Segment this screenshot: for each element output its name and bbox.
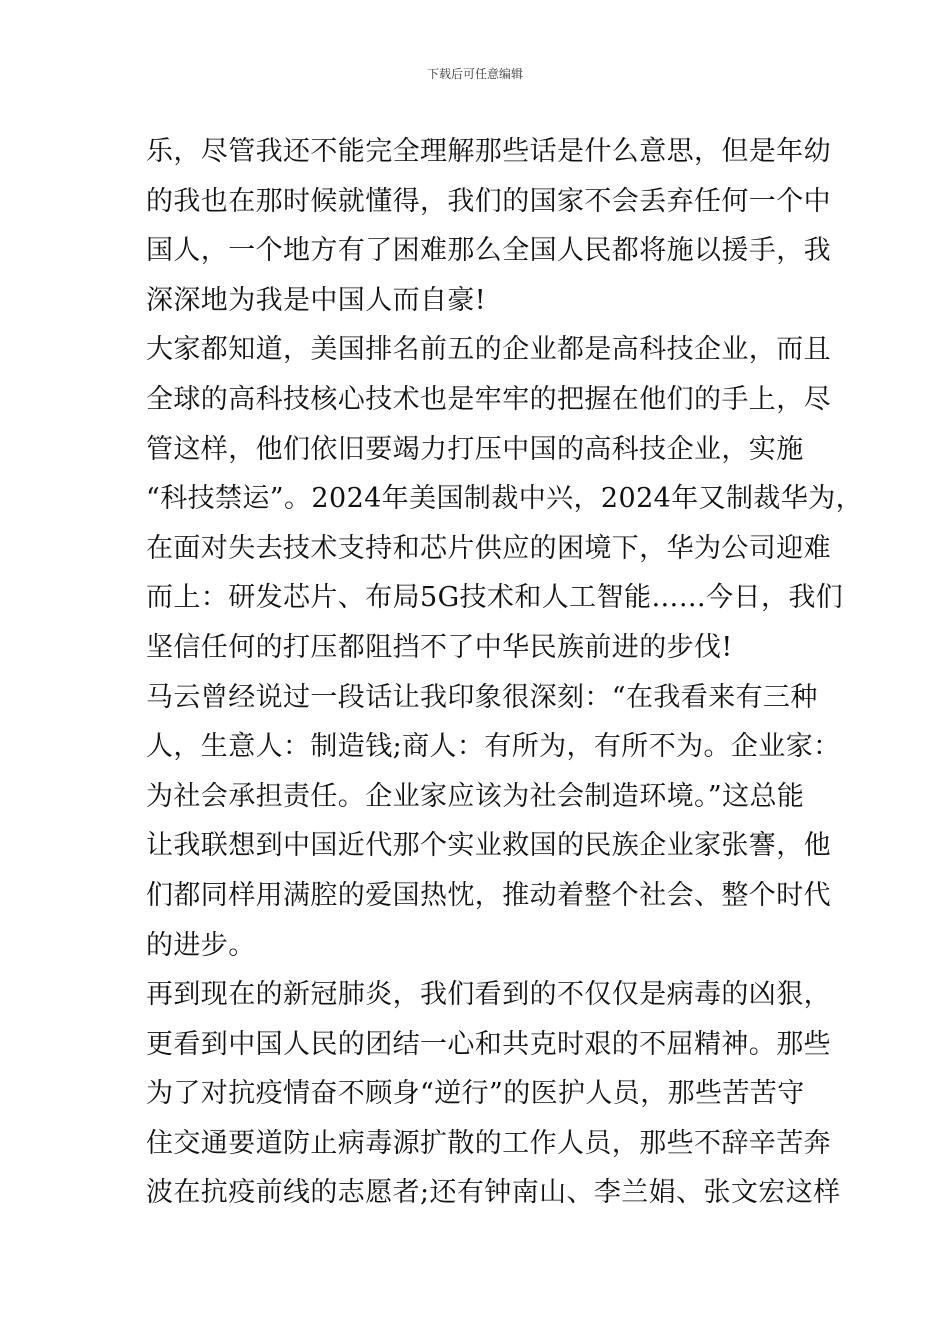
document-body	[146, 127, 864, 1218]
text-line: 乐，尽管我还不能完全理解那些话是什么意思，但是年幼	[146, 136, 831, 167]
text-line: 管这样，他们依旧要竭力打压中国的高科技企业，实施	[146, 433, 804, 465]
text-line: 让我联想到中国近代那个实业救国的民族企业家张謇，他	[146, 830, 831, 862]
text-line: 全球的高科技核心技术也是牢牢的把握在他们的手上，尽	[146, 383, 831, 415]
text-line: 人，生意人：制造钱;商人：有所为，有所不为。企业家：	[146, 731, 841, 763]
text-line: “科技禁运”。2024年美国制裁中兴，2024年又制裁华为，	[146, 483, 864, 515]
text-line: 深深地为我是中国人而自豪!	[146, 284, 487, 316]
text-line: 马云曾经说过一段话让我印象很深刻：“在我看来有三种	[146, 681, 818, 713]
text-line: 而上：研发芯片、布局5G技术和人工智能……今日，我们	[146, 582, 844, 614]
text-line: 在面对失去技术支持和芯片供应的困境下，华为公司迎难	[146, 532, 831, 564]
text-line: 大家都知道，美国排名前五的企业都是高科技企业，而且	[146, 334, 831, 366]
text-line: 坚信任何的打压都阻挡不了中华民族前进的步伐!	[146, 631, 733, 663]
text-line: 的我也在那时候就懂得，我们的国家不会丢弃任何一个中	[146, 185, 831, 217]
text-line: 们都同样用满腔的爱国热忱，推动着整个社会、整个时代	[146, 879, 831, 911]
text-line: 为社会承担责任。企业家应该为社会制造环境。”这总能	[146, 780, 805, 812]
text-line: 波在抗疫前线的志愿者;还有钟南山、李兰娟、张文宏这样	[146, 1177, 841, 1209]
text-line: 的进步。	[146, 929, 256, 961]
page-header: 下载后可任意编辑	[426, 67, 523, 81]
text-line: 更看到中国人民的团结一心和共克时艰的不屈精神。那些	[146, 1028, 831, 1060]
text-line: 为了对抗疫情奋不顾身“逆行”的医护人员，那些苦苦守	[146, 1078, 805, 1110]
text-line: 国人，一个地方有了困难那么全国人民都将施以援手，我	[146, 235, 831, 267]
text-line: 住交通要道防止病毒源扩散的工作人员，那些不辞辛苦奔	[146, 1127, 831, 1159]
text-line: 再到现在的新冠肺炎，我们看到的不仅仅是病毒的凶狠，	[146, 979, 831, 1011]
